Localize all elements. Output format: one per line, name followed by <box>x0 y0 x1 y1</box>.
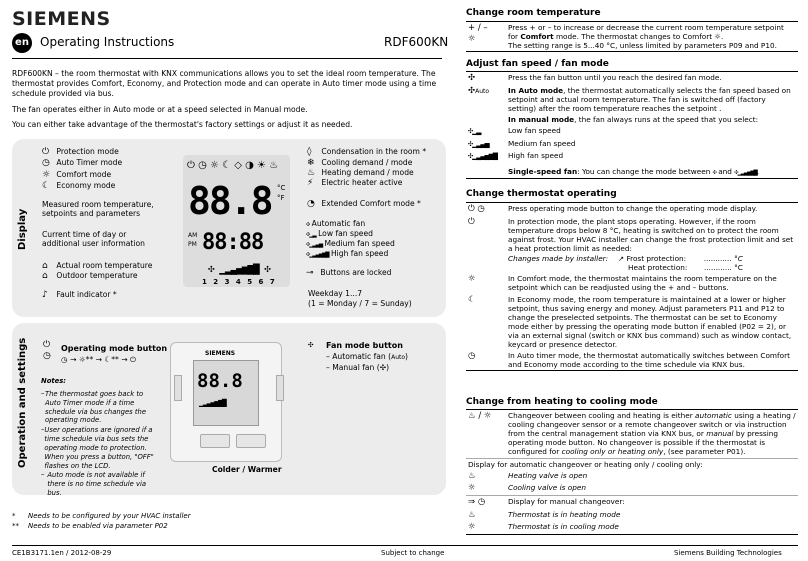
intro-p2: The fan operates either in Auto mode or at a speed selected in Manual mode. <box>12 104 308 114</box>
hc-text-b: using a heating / cooling changeover sensor or a remote changeover switch or via instruction from the central management station via KNX bus, or <box>508 411 796 439</box>
heating-mode-text: Thermostat is in heating mode <box>508 509 621 519</box>
heat-label: Heat protection: <box>628 263 688 273</box>
fan-high-text: High fan speed <box>508 151 564 161</box>
cooling-valve-icon: ☼ <box>468 483 476 494</box>
label-measured: Measured room temperature, setpoints and parameters <box>42 200 154 219</box>
label-economy: Economy mode <box>56 181 116 190</box>
plus-minus-icon <box>466 22 506 51</box>
condensation-icon: ◊ <box>307 147 312 157</box>
mode-press-text: Press operating mode button to change the operating mode display. <box>508 204 758 213</box>
fan-button-label: Fan mode button <box>326 341 403 350</box>
footnote-1: Needs to be configured by your HVAC installer <box>28 512 191 520</box>
device-brand: SIEMENS <box>205 350 236 357</box>
lcd-days: 1 2 3 4 5 6 7 <box>202 278 277 286</box>
lcd-top-icons: ⏻ ◷ ☼ ☾ ◇ ◑ ☀ ♨ <box>187 160 279 171</box>
label-comfort: Comfort mode <box>56 170 112 179</box>
device-mode-button[interactable] <box>174 375 182 401</box>
heat-value: ............ °C <box>704 263 743 273</box>
fan-manual-text-body: , the fan always runs at the speed that you select: <box>574 114 759 124</box>
fan-manual-icon: ✣ <box>379 363 387 372</box>
hc-text-c: by pressing operating mode button. No changeover is possible if the thermostat is configured for <box>508 429 778 457</box>
cooling-mode-text: Thermostat is in cooling mode <box>508 522 619 532</box>
notes-title: Notes: <box>41 377 66 385</box>
house-icon: ⌂ <box>42 261 48 271</box>
fan-auto-icon: ✣ <box>306 220 310 228</box>
medium-speed-icon: ✣▁▂▃▄ <box>468 138 489 149</box>
operation-side-label: Operation and settings <box>17 337 28 468</box>
single-speed-text: : You can change the mode between <box>577 166 711 176</box>
siemens-logo: SIEMENS <box>12 8 111 30</box>
frost-value: ............ °C <box>704 254 743 264</box>
protection-icon: ⏻ <box>468 216 475 227</box>
auto-timer-icon: ◷ <box>468 351 476 362</box>
note-2: User operations are ignored if a time schedule via bus sets the operating mode to protection. When you press a button, "OFF" flashes on the LCD. <box>44 426 154 470</box>
fan-auto-bold: In Auto mode <box>508 85 564 95</box>
fan-auto-text: – Automatic fan ( <box>326 352 392 361</box>
label-heating: Heating demand / mode <box>321 168 414 177</box>
note-1: The thermostat goes back to Auto Timer mode if a time schedule via bus changes the operating mode. <box>44 390 147 425</box>
sun-icon: ☼ <box>42 170 51 180</box>
fan-medium-text: Medium fan speed <box>508 138 576 148</box>
footer-divider <box>12 545 798 546</box>
changes-label: Changes made by installer: <box>508 254 609 264</box>
label-auto-timer: Auto Timer mode <box>56 158 123 167</box>
warmer-button[interactable] <box>236 434 266 448</box>
intro-p3: You can either take advantage of the thermostat's factory settings or adjust it as needed. <box>12 120 353 130</box>
heat-cool-icon: ♨ / ☼ <box>468 411 492 421</box>
device-lcd-digits: 88.8 <box>197 370 243 392</box>
label-protection: Protection mode <box>56 147 119 156</box>
heating-icon: ♨ <box>307 168 316 178</box>
label-outdoor-temp: Outdoor temperature <box>56 271 138 280</box>
footnote-1-mark: * <box>12 512 16 520</box>
key-icon: ⊸ <box>306 268 314 278</box>
mode-button-icon: ⏻ ◷ <box>43 340 51 362</box>
manual-changeover-icon: ⇒ ◷ <box>468 496 486 507</box>
high-speed-icon: ✣▁▂▃▄▅▆ <box>468 151 497 162</box>
label-fault: Fault indicator * <box>56 290 117 299</box>
lcd-fan-bars: ✣ ▁▂▃▄▅▆▇ ✣ <box>208 262 270 275</box>
hc-only: cooling only or heating only <box>561 447 664 457</box>
lcd-am: AM <box>188 232 198 239</box>
cooling-mode-icon: ☼ <box>468 522 476 533</box>
change-temp-text1c: mode. The thermostat changes to Comfort <box>555 32 713 42</box>
hc-manual: manual <box>706 429 734 439</box>
hc-text-a: Changeover between cooling and heating is either <box>508 411 693 420</box>
change-temp-text1: Press + or – to increase or decrease the current room temperature setpoint for <box>508 23 784 42</box>
display-manual-text: Display for manual changeover: <box>508 496 625 506</box>
change-mode-table <box>466 202 798 371</box>
label-cooling: Cooling demand / mode <box>321 158 413 167</box>
label-condensation: Condensation in the room * <box>321 147 427 156</box>
mode-button-label: Operating mode button <box>61 344 168 353</box>
label-weekday: Weekday 1...7 <box>308 289 363 298</box>
fan-press-text: Press the fan button until you reach the desired fan mode. <box>508 73 722 82</box>
single-auto-icon: ✣ <box>712 167 716 176</box>
lcd-small-digits: 88:88 <box>202 230 264 255</box>
fan-manual-bold: In manual mode <box>508 114 575 124</box>
device-lcd-bars: ▁▂▃▄▅▆▇ <box>199 398 226 407</box>
heading-fan-speed: Adjust fan speed / fan mode <box>466 59 609 69</box>
fan-low-text: Low fan speed <box>508 126 561 136</box>
mode-sequence: → ☼** → ☾** → ⏻ <box>70 355 137 364</box>
comfort-sun-icon: ☼ <box>468 33 476 44</box>
protection-text: In protection mode, the plant stops operating. However, if the room temperature drops below 8 °C, heating is switched on to protect the room against frost. Your HVAC installer can change the frost protection limit and set a heat protection limit as needed: <box>508 216 794 253</box>
lcd-big-digits: 88.8 <box>188 179 272 223</box>
fan-icon: ✣ <box>468 73 476 83</box>
single-high-icon: ✣▁▂▃▄▅▆ <box>734 167 757 176</box>
comfort-mode-icon: ☼ <box>468 274 476 285</box>
header-divider <box>12 58 442 59</box>
heating-open-text: Heating valve is open <box>508 470 588 480</box>
model-number: RDF600KN <box>384 35 449 49</box>
intro-text <box>12 69 445 136</box>
label-low-fan: Low fan speed <box>318 229 373 238</box>
intro-p1: RDF600KN – the room thermostat with KNX communications allows you to set the ideal room temperature. The thermostat provides Comfort, Economy, and Protection mode and can operate in Auto timer mode using a time schedule provided via bus. <box>12 69 437 98</box>
comfort-text: In Comfort mode, the thermostat maintains the room temperature on the setpoint which can be readjusted using the + and – buttons. <box>508 274 777 293</box>
low-speed-icon: ✣▁▂ <box>468 126 481 137</box>
colder-button[interactable] <box>200 434 230 448</box>
mode-seq-auto-icon: ◷ <box>61 355 68 364</box>
note-3: Auto mode is not available if there is no time schedule via bus. <box>47 471 147 498</box>
auto-text: In Auto timer mode, the thermostat automatically switches between Comfort and Economy mode according to the time schedule via KNX bus. <box>508 351 790 370</box>
doc-title: Operating Instructions <box>40 35 175 49</box>
outdoor-icon: ⌂ <box>42 271 48 281</box>
device-fan-button[interactable] <box>276 375 284 401</box>
label-auto-fan: Automatic fan <box>311 219 366 228</box>
fan-high-icon: ✣▁▂▃▄▅▆ <box>306 250 329 258</box>
label-actual-temp: Actual room temperature <box>56 261 153 270</box>
language-badge: en <box>12 33 32 53</box>
notes-list: – The thermostat goes back to Auto Timer mode if a time schedule via bus changes the operating mode. – User operations are ignored if a time schedule via bus sets the operating mode to protection. When you press a button, "OFF" flashes on the LCD. – Auto mode is not available if there is no time schedule via bus. <box>41 390 161 498</box>
fan-manual-text: – Manual fan ( <box>326 363 380 372</box>
heating-mode-icon: ♨ <box>468 509 476 520</box>
mode-press-icon: ⏻ ◷ <box>468 204 485 214</box>
label-extended: Extended Comfort mode * <box>321 199 421 208</box>
doc-id: CE1B3171.1en / 2012-08-29 <box>12 549 112 557</box>
fan-button-icon: ✣ <box>308 340 313 350</box>
bell-icon: ♪ <box>42 290 48 300</box>
hc-automatic: automatic <box>695 411 732 420</box>
label-medium-fan: Medium fan speed <box>324 239 395 248</box>
label-electric: Electric heater active <box>321 178 403 187</box>
heat-cool-table <box>466 409 798 535</box>
cooling-icon: ❄ <box>307 158 315 168</box>
clock-icon: ◷ <box>42 158 50 168</box>
footnote-2: Needs to be enabled via parameter P02 <box>28 522 168 530</box>
heading-change-mode: Change thermostat operating <box>466 189 617 199</box>
lcd-pm: PM <box>188 241 197 248</box>
single-and: and <box>718 166 732 176</box>
frost-label: Frost protection: <box>626 254 687 264</box>
extended-comfort-icon: ◔ <box>307 199 315 209</box>
economy-mode-icon: ☾ <box>468 294 476 305</box>
economy-text: In Economy mode, the room temperature is maintained at a lower or higher setpoint, thus saving energy and money. Adjust parameters P11 and P12 to change the preselected setpoints. The thermostat can be set to Economy mode either by pressing the operating mode button if enabled (P02 = 2), or via an external signal (switch or KNX bus command) such as window contact, keycard or presence detector. <box>508 294 792 350</box>
heading-heat-cool: Change from heating to cooling mode <box>466 397 658 407</box>
label-time: Current time of day or additional user information <box>42 230 145 249</box>
display-side-label: Display <box>17 208 28 250</box>
change-temp-comfort: Comfort <box>520 32 554 42</box>
power-icon: ⏻ <box>42 147 50 157</box>
moon-icon: ☾ <box>42 181 51 191</box>
fan-medium-icon: ✣▁▂▃▄ <box>306 240 323 248</box>
change-temp-table: + / – ☼ Press + or – to increase or decrease the current room temperature setpoint for Comfort mode. The thermostat changes to Comfort ☼. The setting range is 5...40 °C, unless limited by parameters P09 and P10. <box>466 21 798 52</box>
cooling-open-text: Cooling valve is open <box>508 483 586 493</box>
electric-heater-icon: ⚡ <box>307 178 314 188</box>
hc-text-d: , (see parameter P01). <box>663 447 746 457</box>
lcd-unit-f: °F <box>277 194 285 202</box>
footnote-2-mark: ** <box>12 522 19 530</box>
subject-to-change: Subject to change <box>381 549 445 557</box>
fan-auto-text-body: , the thermostat automatically selects the fan speed based on setpoint and actual room temperature. The fan is switched off (factory setting) after the room temperature reaches the setpoint . <box>508 85 791 113</box>
fan-speed-table: ✣ Press the fan button until you reach the desired fan mode. ✣Auto In Auto mode, the thermostat automatically selects the fan speed based on setpoint and actual room temperature. The fan is switched off (factory setting) after the room temperature reaches the setpoint . In manual mode, the fan always runs at the speed that you select: ✣▁▂ Low fan speed ✣▁▂▃▄ Medium fan speed ✣▁▂▃▄▅▆ High fan speed Single-speed fan: You can change the mode between ✣ and ✣▁▂▃▄▅▆. <box>466 71 798 179</box>
label-weekday-note: (1 = Monday / 7 = Sunday) <box>308 299 412 308</box>
fan-auto-mode-icon: ✣ <box>468 85 476 96</box>
heating-valve-icon: ♨ <box>468 470 476 481</box>
display-auto-text: Display for automatic changeover or heating only / cooling only: <box>468 459 703 469</box>
fan-low-icon: ✣▁▂ <box>306 230 316 238</box>
company-name: Siemens Building Technologies <box>674 549 782 557</box>
plus-minus-text: + / – <box>468 23 488 33</box>
colder-warmer-label: Colder / Warmer <box>212 465 282 474</box>
lcd-unit-c: °C <box>277 184 286 192</box>
frost-icon: ↗ <box>618 254 625 264</box>
heading-change-temp: Change room temperature <box>466 8 601 18</box>
label-locked: Buttons are locked <box>320 268 392 277</box>
change-temp-range: The setting range is 5...40 °C, unless limited by parameters P09 and P10. <box>508 41 777 51</box>
fan-auto-glyph: Auto <box>391 354 406 361</box>
label-high-fan: High fan speed <box>330 249 389 258</box>
single-speed-bold: Single-speed fan <box>508 166 578 176</box>
fan-auto-mode-label: Auto <box>475 87 490 95</box>
